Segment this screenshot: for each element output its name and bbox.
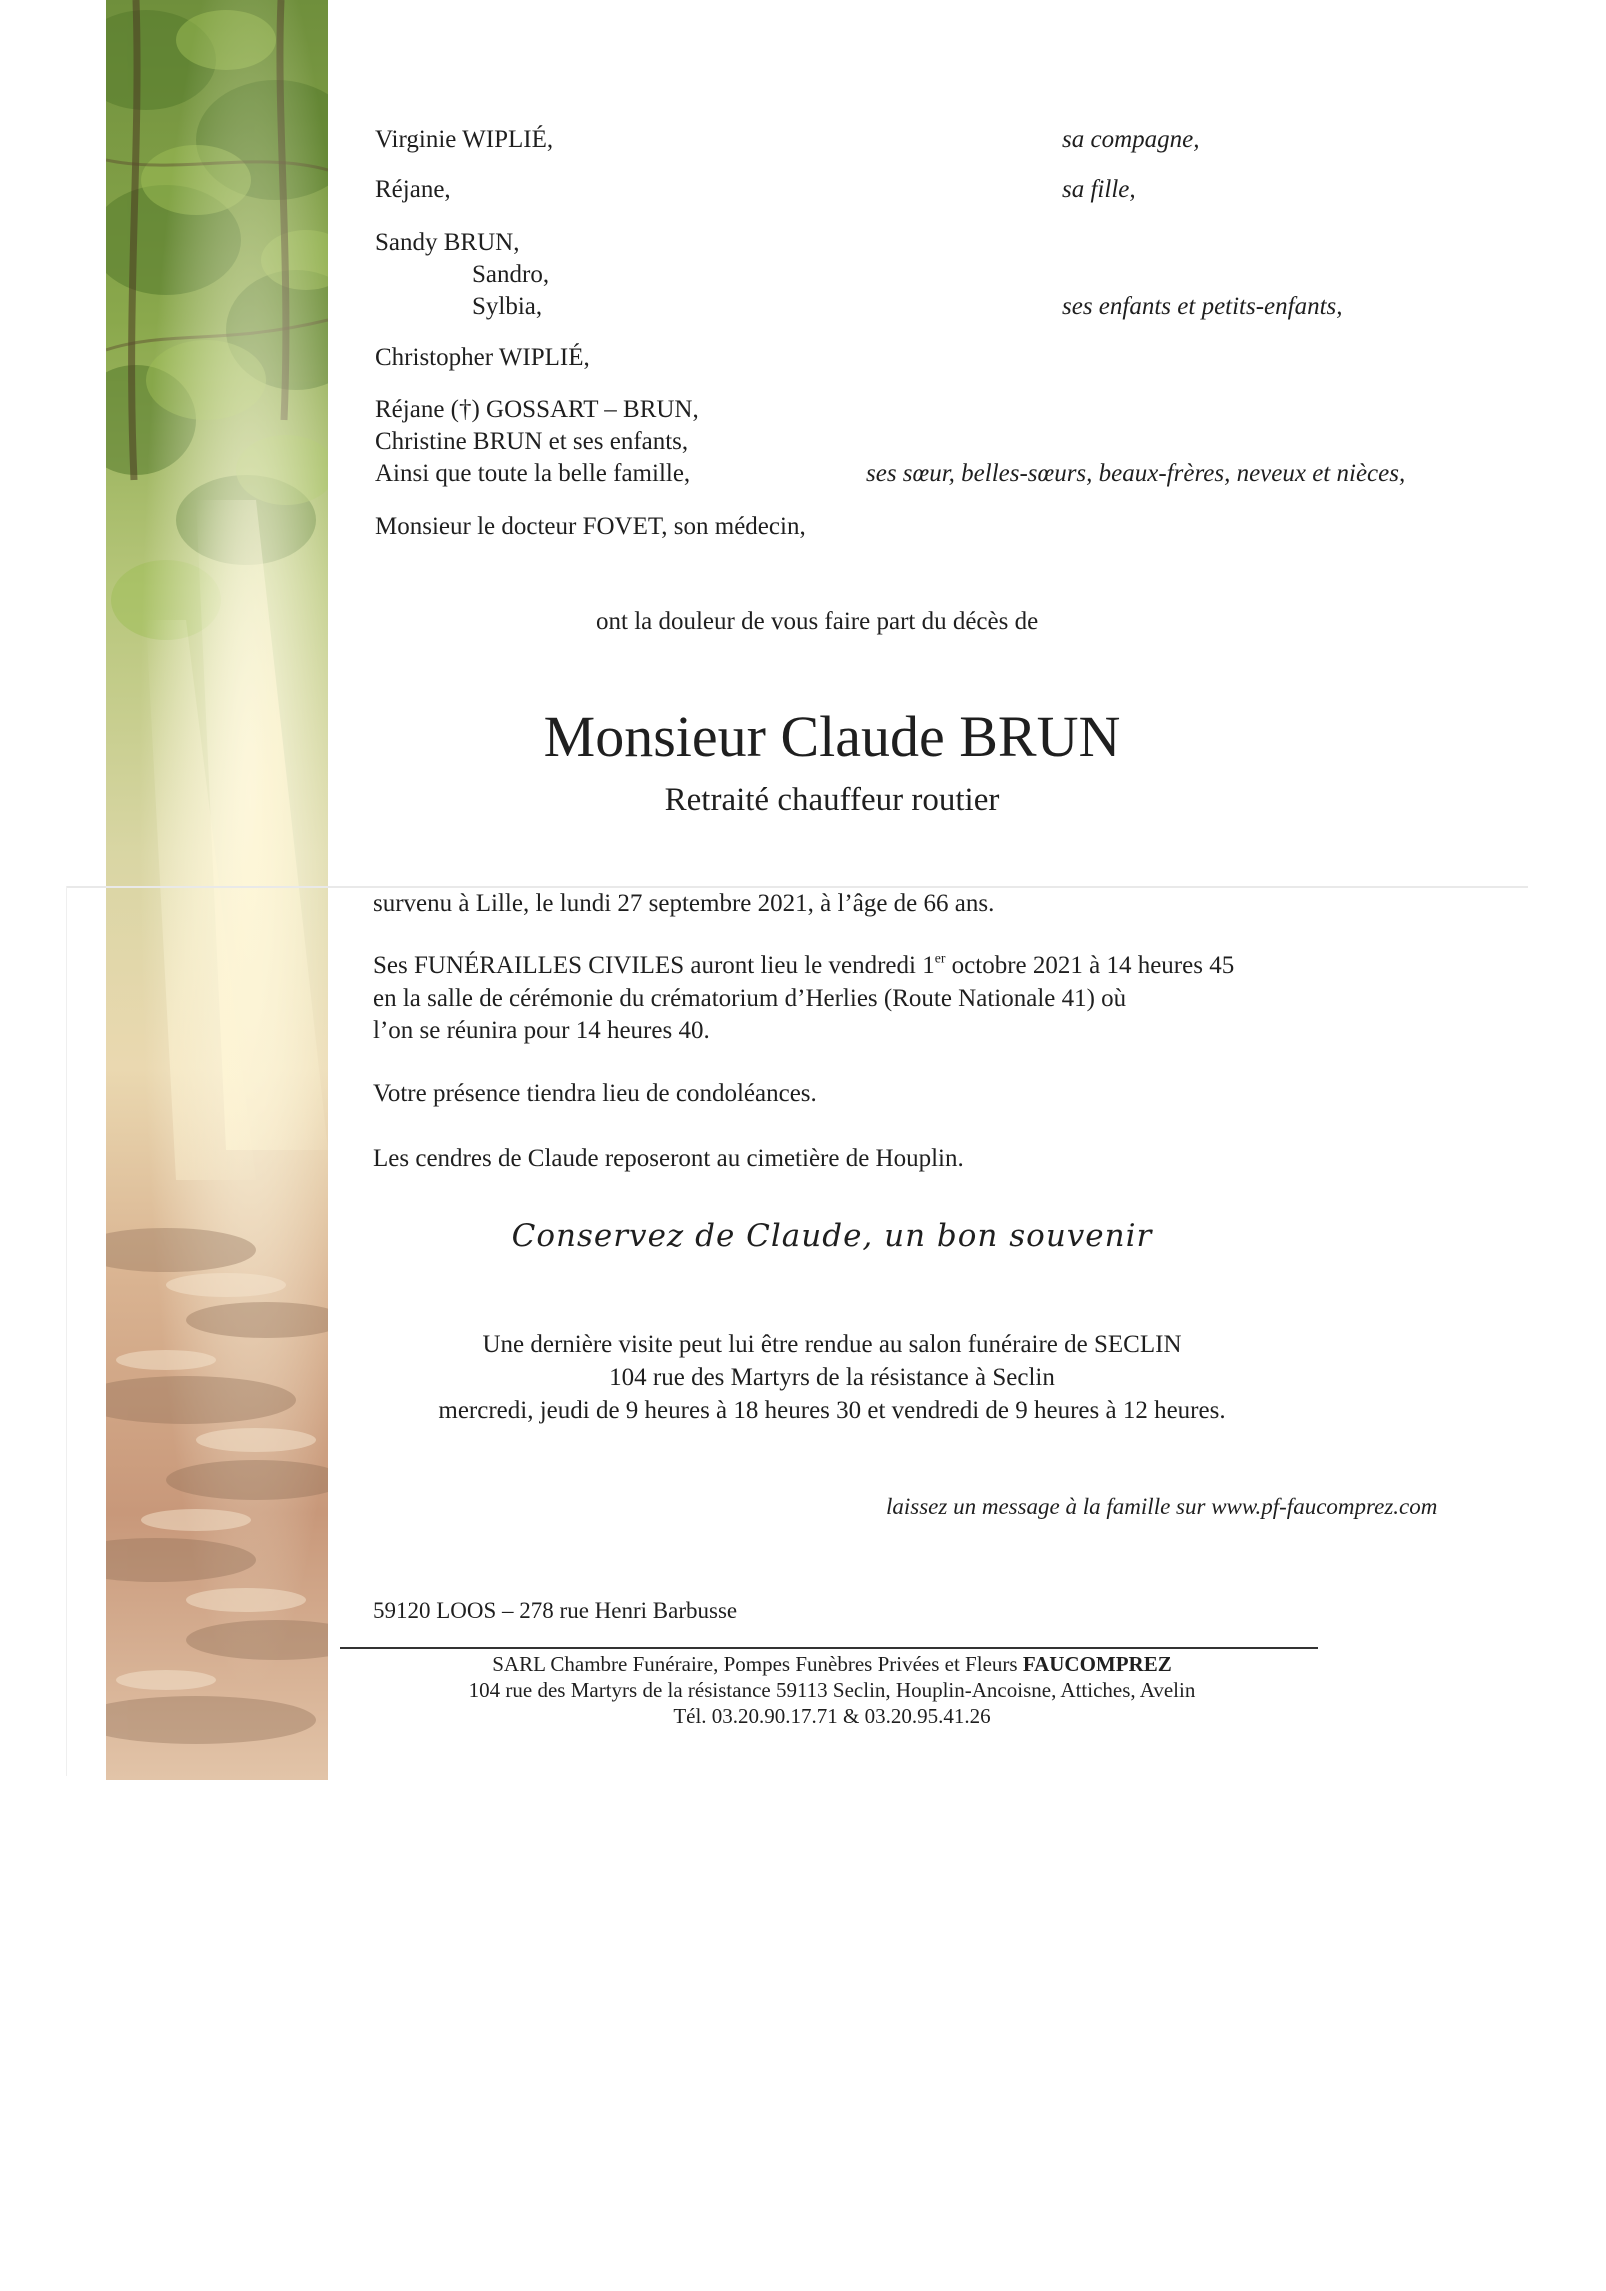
visit-line-1: Une dernière visite peut lui être rendue au salon funéraire de SECLIN (482, 1331, 1182, 1358)
footer-brand: FAUCOMPREZ (1022, 1652, 1172, 1676)
family-name-5: Réjane (†) GOSSART – BRUN, (375, 396, 699, 423)
motto-text: Conservez de Claude, un bon souvenir (511, 1218, 1153, 1254)
family-role-2: sa fille, (1062, 176, 1136, 203)
visit-line-3: mercredi, jeudi de 9 heures à 18 heures 30 et vendredi de 9 heures à 12 heures. (438, 1397, 1226, 1424)
deceased-title: Retraité chauffeur routier (664, 782, 1000, 818)
family-name-4: Christopher WIPLIÉ, (375, 344, 590, 371)
family-name-3: Sandy BRUN, (375, 229, 520, 256)
deceased-name: Monsieur Claude BRUN (543, 704, 1121, 769)
funeral-line-1-b: octobre 2021 à 14 heures 45 (945, 952, 1235, 979)
condolences-text: Votre présence tiendra lieu de condoléances. (373, 1080, 817, 1107)
footer-phone: Tél. 03.20.90.17.71 & 03.20.95.41.26 (673, 1704, 991, 1728)
family-name-2: Réjane, (375, 176, 451, 203)
family-name-5c: Ainsi que toute la belle famille, (375, 460, 691, 487)
ashes-text: Les cendres de Claude reposeront au cimetière de Houplin. (373, 1145, 964, 1172)
footer-line-1 (0, 1651, 1606, 1677)
family-child-2: Sylbia, (472, 293, 543, 320)
announcement-intro: ont la douleur de vous faire part du décès de (596, 608, 1039, 635)
death-details: survenu à Lille, le lundi 27 septembre 2021, à l’âge de 66 ans. (373, 890, 995, 917)
visit-line-2: 104 rue des Martyrs de la résistance à Seclin (609, 1364, 1055, 1391)
footer-divider (340, 1647, 1318, 1649)
family-role-5: ses sœur, belles-sœurs, beaux-frères, neveux et nièces, (866, 460, 1406, 487)
family-child-1: Sandro, (472, 261, 550, 288)
funeral-line-1-sup: er (934, 950, 946, 966)
footer-line-2: 104 rue des Martyrs de la résistance 59113 Seclin, Houplin-Ancoisne, Attiches, Avelin (468, 1678, 1196, 1702)
footer-line-1-text: SARL Chambre Funéraire, Pompes Funèbres Privées et Fleurs (492, 1652, 1023, 1676)
family-name-6: Monsieur le docteur FOVET, son médecin, (375, 513, 806, 540)
funeral-line-3: l’on se réunira pour 14 heures 40. (373, 1017, 710, 1044)
family-role-1: sa compagne, (1062, 126, 1200, 153)
funeral-line-2: en la salle de cérémonie du crématorium d’Herlies (Route Nationale 41) où (373, 985, 1127, 1012)
family-name-5b: Christine BRUN et ses enfants, (375, 428, 689, 455)
family-role-3: ses enfants et petits-enfants, (1062, 293, 1343, 320)
message-link[interactable]: laissez un message à la famille sur www.pf-faucomprez.com (886, 1494, 1438, 1519)
forest-path-image (106, 0, 328, 1780)
funeral-line-1-a: Ses FUNÉRAILLES CIVILES auront lieu le vendredi 1 (373, 952, 935, 979)
family-name-1: Virginie WIPLIÉ, (375, 126, 554, 153)
funeral-line-1 (373, 950, 1234, 982)
agency-address: 59120 LOOS – 278 rue Henri Barbusse (373, 1598, 738, 1623)
